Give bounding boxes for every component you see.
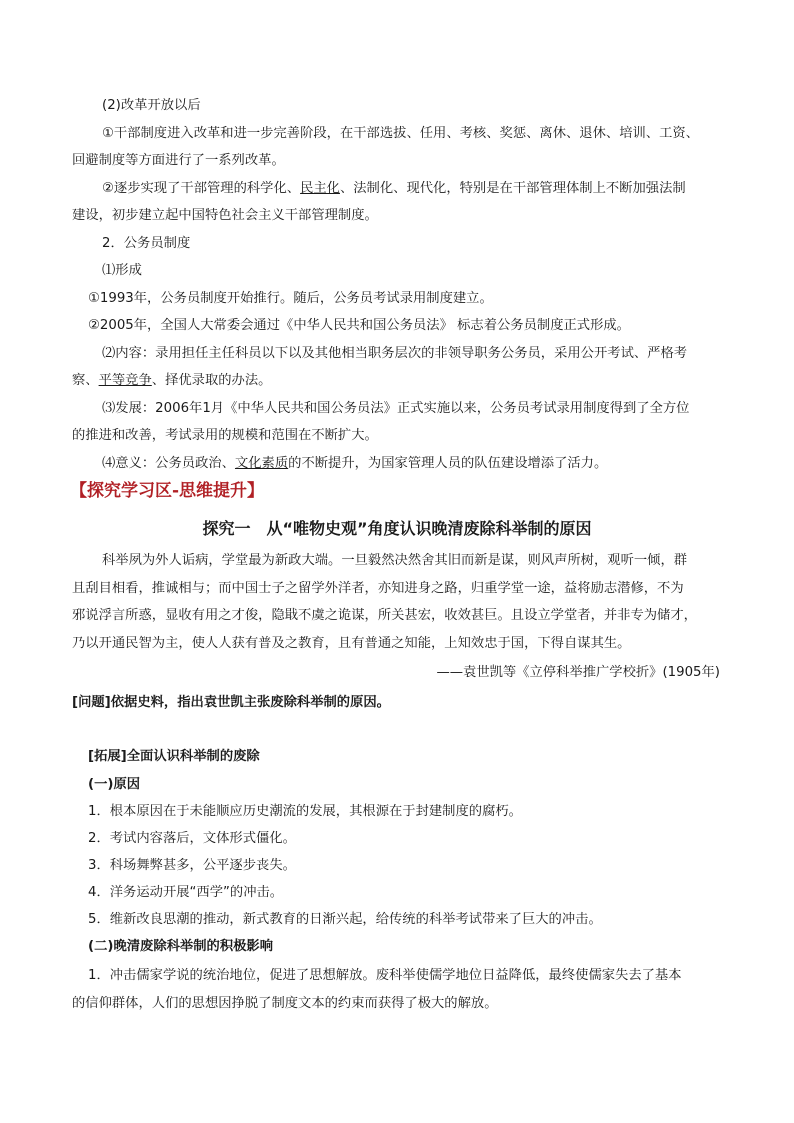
subsection-heading: (一)原因 bbox=[88, 777, 141, 792]
underlined-term: 民主化 bbox=[300, 181, 340, 196]
paragraph-line: 1．冲击儒家学说的统治地位，促进了思想解放。废科举使儒学地位日益降低，最终使儒家失去了基本 bbox=[88, 968, 682, 983]
paragraph-line bbox=[72, 372, 732, 390]
quote-line: 乃以开通民智为主，使人人获有普及之教育，且有普通之知能，上知效忠于国，下得自谋其生。 bbox=[72, 636, 631, 651]
section-title: 【探究学习区-思维提升】 bbox=[70, 481, 265, 501]
paragraph-line: 的推进和改善，考试录用的规模和范围在不断扩大。 bbox=[72, 428, 378, 443]
paragraph-line: ①干部制度进入改革和进一步完善阶段，在干部选拔、任用、考核、奖惩、离休、退休、培训、工资、 bbox=[102, 126, 699, 141]
underlined-term: 平等竞争 bbox=[98, 373, 152, 388]
question-prompt: [问题]依据史料，指出袁世凯主张废除科举制的原因。 bbox=[72, 695, 390, 710]
paragraph-line: ②2005年，全国人大常委会通过《中华人民共和国公务员法》 标志着公务员制度正式形成。 bbox=[88, 318, 630, 333]
paragraph-line: 的信仰群体，人们的思想因挣脱了制度文本的约束而获得了极大的解放。 bbox=[72, 996, 498, 1011]
quote-line: 科举夙为外人诟病，学堂最为新政大端。一旦毅然决然舍其旧而新是谋，则风声所树，观听一倾，群 bbox=[102, 553, 688, 568]
paragraph-line: ⑶发展：2006年1月《中华人民共和国公务员法》正式实施以来，公务员考试录用制度得到了全方位 bbox=[102, 401, 690, 416]
text-run: 、法制化、现代化，特别是在干部管理体制上不断加强法制 bbox=[339, 181, 686, 196]
underlined-term: 文化素质 bbox=[234, 456, 289, 471]
paragraph-line: ①1993年，公务员制度开始推行。随后，公务员考试录用制度建立。 bbox=[88, 291, 493, 306]
quote-line: 邪说浮言所惑，显收有用之才俊，隐戢不虞之诡谋，所关甚宏，收效甚巨。且设立学堂者，并非专为储才， bbox=[72, 608, 697, 623]
text-run: 的不断提升，为国家管理人员的队伍建设增添了活力。 bbox=[288, 456, 608, 471]
subsection-heading: 2．公务员制度 bbox=[102, 236, 191, 251]
text-run: ②逐步实现了干部管理的科学化、 bbox=[102, 181, 301, 196]
paragraph-line: 回避制度等方面进行了一系列改革。 bbox=[72, 153, 285, 168]
text-run: 察、 bbox=[72, 373, 99, 388]
list-item: 4．洋务运动开展“西学”的冲击。 bbox=[88, 885, 284, 900]
inquiry-title: 探究一 从“唯物史观”角度认识晚清废除科举制的原因 bbox=[202, 519, 592, 538]
text-run: ⑷意义：公务员政治、 bbox=[102, 456, 235, 471]
list-item: 2．考试内容落后，文体形式僵化。 bbox=[88, 831, 296, 846]
list-item: 3．科场舞弊甚多，公平逐步丧失。 bbox=[88, 858, 296, 873]
quote-line: 且刮目相看，推诚相与；而中国士子之留学外洋者，亦知进身之路，归重学堂一途，益将励志潜修，不为 bbox=[72, 581, 684, 596]
paragraph-line: 建设，初步建立起中国特色社会主义干部管理制度。 bbox=[72, 208, 378, 223]
quote-source: ——袁世凯等《立停科举推广学校折》(1905年) bbox=[436, 665, 720, 680]
subsection-heading: (二)晚清废除科举制的积极影响 bbox=[88, 939, 274, 954]
paragraph-line bbox=[102, 180, 732, 198]
paragraph-line: ⑵内容：录用担任主任科员以下以及其他相当职务层次的非领导职务公务员，采用公开考试、严格考 bbox=[102, 346, 688, 361]
extension-title: [拓展]全面认识科举制的废除 bbox=[88, 749, 260, 764]
paragraph-line bbox=[102, 455, 732, 473]
list-item: 5．维新改良思潮的推动，新式教育的日渐兴起，给传统的科举考试带来了巨大的冲击。 bbox=[88, 912, 602, 927]
text-run: 、择优录取的办法。 bbox=[151, 373, 272, 388]
list-item: 1．根本原因在于未能顺应历史潮流的发展，其根源在于封建制度的腐朽。 bbox=[88, 804, 522, 819]
subsection-heading: (2)改革开放以后 bbox=[102, 98, 201, 113]
subsection-heading: ⑴形成 bbox=[102, 263, 142, 278]
